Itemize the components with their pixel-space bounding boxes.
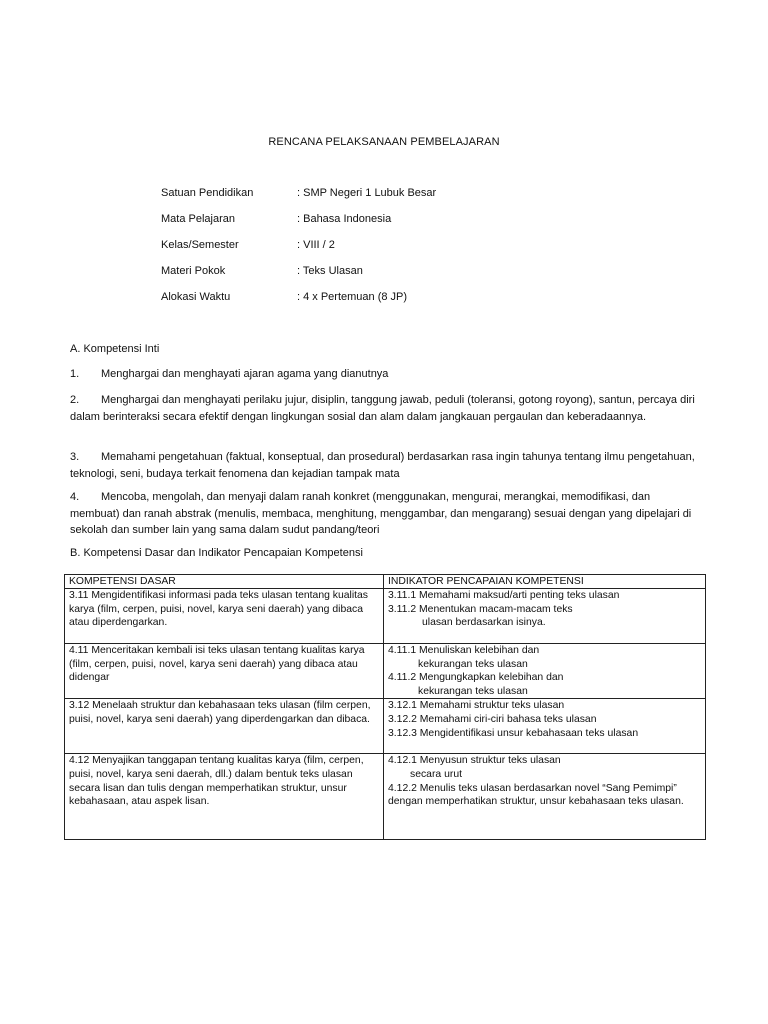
indicator-cell [384,589,706,644]
kompetensi-inti-4 [70,489,700,539]
indicator-line: 3.12.3 Mengidentifikasi unsur kebahasaan teks ulasan [388,727,639,739]
item-number: 3. [70,451,80,463]
kompetensi-inti-2 [70,392,700,425]
indicator-line: 4.11.1 Menuliskan kelebihan dan [388,645,540,656]
indicator-line: secara urut [410,768,462,780]
item-number: 1. [70,368,80,380]
header-indikator: INDIKATOR PENCAPAIAN KOMPETENSI [384,575,706,589]
item-text: Memahami pengetahuan (faktual, konseptual, dan prosedural) berdasarkan rasa ingin tahunya tentang ilmu pengetahuan, teknologi, seni, budaya terkait fenomena dan kejadian tampak mata [70,451,695,480]
indicator-line: kekurangan teks ulasan [418,685,528,697]
kd-cell: 3.11 Mengidentifikasi informasi pada teks ulasan tentang kualitas karya (film, cerpen, puisi, novel, karya seni daerah) yang dibaca atau diperdengarkan. [65,589,384,644]
table-row [65,589,706,644]
identity-value: : VIII / 2 [297,239,335,251]
section-b-heading: B. Kompetensi Dasar dan Indikator Pencapaian Kompetensi [70,547,363,559]
document-title: RENCANA PELAKSANAAN PEMBELAJARAN [268,136,500,148]
indicator-line: ulasan berdasarkan isinya. [422,617,546,629]
indicator-line: kekurangan teks ulasan [418,658,528,670]
identity-label: Mata Pelajaran [161,213,235,225]
identity-value: : 4 x Pertemuan (8 JP) [297,291,408,303]
indicator-line: 3.12.2 Memahami ciri-ciri bahasa teks ulasan [388,713,597,725]
identity-label: Satuan Pendidikan [161,187,254,199]
indicator-line: 3.11.2 Menentukan macam-macam teks [388,603,573,615]
table-row [65,699,706,754]
indicator-line: 4.12.2 Menulis teks ulasan berdasarkan novel “Sang Pemimpi” dengan memperhatikan struktur, unsur kebahasaan teks ulasan. [388,782,684,808]
indicator-line: 4.12.1 Menyusun struktur teks ulasan [388,755,561,767]
identity-label: Materi Pokok [161,265,226,277]
kompetensi-inti-3 [70,449,700,482]
indicator-line: 3.12.1 Memahami struktur teks ulasan [388,700,565,712]
kd-cell: 4.11 Menceritakan kembali isi teks ulasan tentang kualitas karya (film, cerpen, puisi, novel, karya seni daerah) yang dibaca atau didengar [65,644,384,699]
item-text: Menghargai dan menghayati perilaku jujur, disiplin, tanggung jawab, peduli (toleransi, gotong royong), santun, percaya diri dalam berinteraksi secara efektif dengan lingkungan sosial dan alam dalam jangkauan pergaulan dan keberadaannya. [70,394,695,423]
kd-cell: 4.12 Menyajikan tanggapan tentang kualitas karya (film, cerpen, puisi, novel, karya seni daerah, dll.) dalam bentuk teks ulasan secara lisan dan tulis dengan memperhatikan struktur, unsur kebahasaan, atau aspek lisan. [65,754,384,840]
indicator-cell [384,699,706,754]
table-row [65,754,706,840]
table-header-row [65,575,706,589]
kd-cell: 3.12 Menelaah struktur dan kebahasaan teks ulasan (film cerpen, puisi, novel, karya seni daerah) yang diperdengarkan dan dibaca. [65,699,384,754]
indicator-line: 4.11.2 Mengungkapkan kelebihan dan [388,672,564,684]
item-text: Menghargai dan menghayati ajaran agama yang dianutnya [101,368,389,380]
kompetensi-table [64,574,706,840]
identity-value: : Bahasa Indonesia [297,213,392,225]
kompetensi-inti-1 [70,366,700,383]
identity-label: Kelas/Semester [161,239,239,251]
identity-value: : SMP Negeri 1 Lubuk Besar [297,187,437,199]
header-kompetensi-dasar: KOMPETENSI DASAR [65,575,384,589]
item-text: Mencoba, mengolah, dan menyaji dalam ranah konkret (menggunakan, mengurai, merangkai, memodifikasi, dan membuat) dan ranah abstrak (menulis, membaca, menghitung, menggambar, dan mengarang) sesuai dengan yang dipelajari di sekolah dan sumber lain yang sama dalam sudut pandang/teori [70,491,692,536]
identity-label: Alokasi Waktu [161,291,231,303]
section-a-heading: A. Kompetensi Inti [70,343,160,355]
item-number: 2. [70,394,80,406]
indicator-cell [384,754,706,840]
item-number: 4. [70,491,80,503]
indicator-line: 3.11.1 Memahami maksud/arti penting teks ulasan [388,590,620,601]
identity-value: : Teks Ulasan [297,265,363,277]
table-row [65,644,706,699]
indicator-cell [384,644,706,699]
